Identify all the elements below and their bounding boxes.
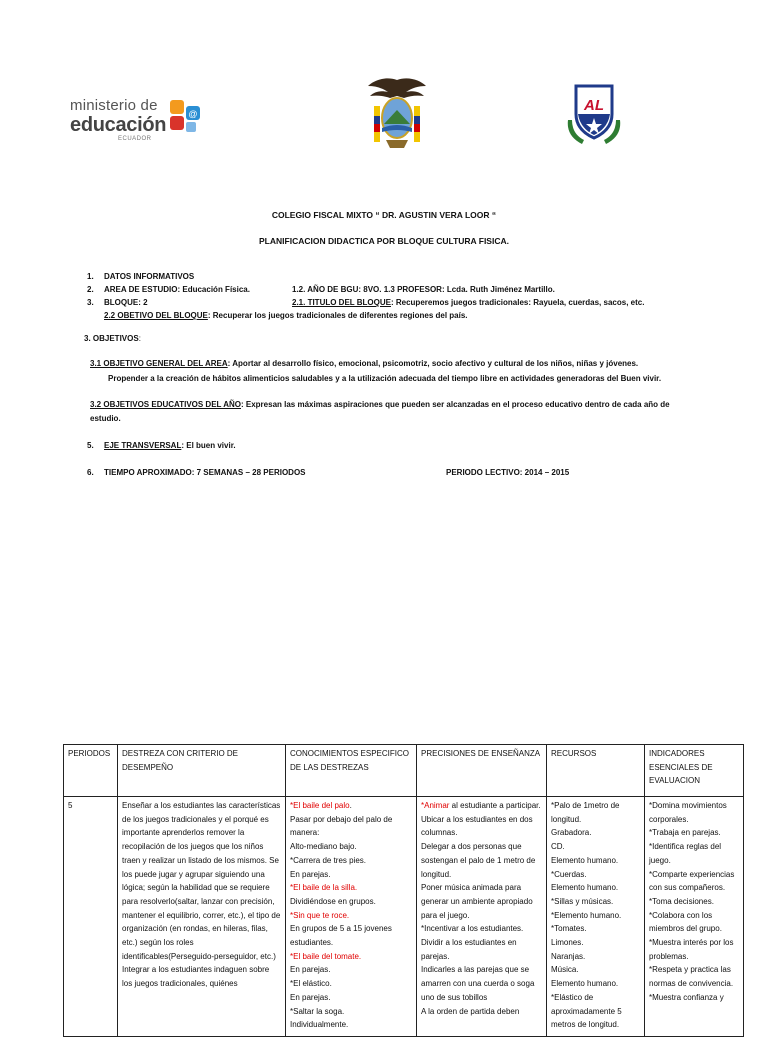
item-number-6: 6. — [87, 468, 94, 477]
school-initials: AL — [584, 97, 604, 114]
recursos-cell — [547, 797, 645, 1037]
datos-informativos: DATOS INFORMATIVOS — [104, 272, 195, 281]
titulo-bloque-label: 2.1. TITULO DEL BLOQUE — [292, 298, 391, 307]
objetivos-heading — [84, 334, 141, 343]
prec-7: Indicarles a las parejas que se amarren con una cuerda o soga uno de sus tobillos — [421, 965, 535, 1002]
conoc-10: *El baile del tomate. — [290, 951, 362, 961]
conoc-6: *El baile de la silla. — [290, 883, 358, 893]
eje-transversal-label: EJE TRANSVERSAL — [104, 441, 182, 450]
conoc-9: En grupos de 5 a 15 jovenes estudiantes. — [290, 924, 392, 948]
objetivo-bloque-label: 2.2 OBETIVO DEL BLOQUE — [104, 311, 208, 320]
ministry-line2: educación — [70, 114, 167, 136]
eje-transversal — [104, 441, 236, 450]
ind-5: *Toma decisiones. — [649, 896, 714, 906]
conoc-3: Alto-mediano bajo. — [290, 842, 357, 852]
ind-1: *Domina movimientos corporales. — [649, 801, 727, 824]
area-estudio — [104, 285, 250, 294]
periodo-lectivo: PERIODO LECTIVO: 2014 – 2015 — [446, 468, 570, 477]
objetivos-colon: : — [138, 334, 141, 343]
college-title: COLEGIO FISCAL MIXTO “ DR. AGUSTIN VERA LOOR “ — [271, 210, 497, 220]
prec-2: Ubicar a los estudiantes en dos columnas. — [421, 814, 533, 838]
rec-13: Elemento humano. — [551, 979, 619, 989]
rec-2: Grabadora. — [551, 828, 592, 838]
conoc-14: *Saltar la soga. — [290, 1006, 345, 1016]
ind-4: *Comparte experiencias con sus compañeros. — [649, 869, 735, 893]
header-indicadores: INDICADORES ESENCIALES DE EVALUACION — [645, 745, 744, 797]
period-number: 5 — [64, 797, 118, 1037]
header-recursos: RECURSOS — [547, 745, 645, 797]
rec-14: *Elástico de aproximadamente 5 metros de longitud. — [551, 992, 622, 1030]
ind-6: *Colabora con los miembros del grupo. — [649, 910, 722, 934]
rec-1: *Palo de 1metro de longitud. — [551, 801, 620, 824]
ministry-line3: ECUADOR — [118, 136, 152, 142]
objetivo-bloque-value: : Recuperar los juegos tradicionales de diferentes regiones del país. — [207, 311, 468, 320]
objetivo-general-cont: Propender a la creación de hábitos alimenticios saludables y a la utilización adecuada del tiempo libre en actividades generadoras del Buen vivir. — [108, 374, 662, 383]
bloque: BLOQUE: 2 — [104, 298, 148, 307]
rec-6: Elemento humano. — [551, 883, 619, 893]
rec-4: Elemento humano. — [551, 855, 619, 865]
anio-profesor: 1.2. AÑO DE BGU: 8VO. 1.3 PROFESOR: Lcda. Ruth Jiménez Martillo. — [292, 285, 555, 294]
prec-4: Poner música animada para generar un ambiente apropiado para el juego. — [421, 883, 533, 920]
rec-8: *Elemento humano. — [551, 910, 622, 920]
area-estudio-text: AREA DE ESTUDIO: Educación Física. — [104, 285, 250, 294]
item-number-1: 1. — [87, 272, 94, 281]
planning-table — [63, 744, 744, 1037]
objetivo-bloque — [104, 311, 468, 320]
prec-animar: *Animar — [421, 801, 450, 810]
coat-of-arms-icon — [366, 76, 428, 150]
ministerio-educacion-logo — [70, 98, 200, 148]
tiempo-aproximado: TIEMPO APROXIMADO: 7 SEMANAS – 28 PERIODOS — [104, 468, 306, 477]
destreza-cell: Enseñar a los estudiantes las características de los juegos tradicionales y el porqué es importante aprenderlos remover la recopilación de los juegos que los niños traen y realizar un listado de los mismos. Se los puede jugar y agrupar siguiendo una lógica; según la habilidad que se requiere para resolverlo(saltar, lanzar con precisión, mantener el equilibrio, correr, etc.), el tipo de organización (en rondas, en hileras, filas, etc.) según los roles identificables(Perseguido-perseguidor, etc.) Integrar a los estudiantes indaguen sobre los juegos tradicionales, quiénes — [118, 797, 286, 1037]
svg-text:@: @ — [188, 109, 198, 119]
table-header-row — [64, 745, 744, 797]
rec-3: CD. — [551, 842, 565, 852]
conoc-12: *El elástico. — [290, 979, 332, 989]
header-destreza: DESTREZA CON CRITERIO DE DESEMPEÑO — [118, 745, 286, 797]
rec-11: Naranjas. — [551, 951, 586, 961]
conoc-4: *Carrera de tres pies. — [290, 855, 367, 865]
table-row — [64, 797, 744, 1037]
ministry-squares-icon — [160, 98, 204, 138]
objetivo-general — [90, 359, 638, 368]
conoc-15: Individualmente. — [290, 1020, 349, 1030]
prec-1-tail: al estudiante a participar. — [449, 801, 541, 810]
titulo-bloque-value: : Recuperemos juegos tradicionales: Rayuela, cuerdas, sacos, etc. — [390, 298, 645, 307]
prec-5: *Incentivar a los estudiantes. — [421, 924, 524, 934]
ind-9: *Muestra confianza y — [649, 992, 724, 1002]
header-periodos: PERIODOS — [64, 745, 118, 797]
rec-10: Limones. — [551, 938, 584, 948]
objetivo-general-label: 3.1 OBJETIVO GENERAL DEL AREA — [90, 359, 228, 368]
conoc-11: En parejas. — [290, 965, 331, 975]
ind-8: *Respeta y practica las normas de convivencia. — [649, 965, 734, 989]
conoc-5: En parejas. — [290, 869, 331, 879]
school-shield-icon — [562, 80, 626, 148]
header-precisiones: PRECISIONES DE ENSEÑANZA — [417, 745, 547, 797]
item-number-5: 5. — [87, 441, 94, 450]
conoc-baile-palo: *El baile del palo — [290, 801, 350, 810]
ministry-line1: ministerio de — [70, 97, 158, 114]
prec-6: Dividir a los estudiantes en parejas. — [421, 938, 517, 961]
rec-9: *Tomates. — [551, 924, 587, 934]
objetivos-educativos-label: 3.2 OBJETIVOS EDUCATIVOS DEL AÑO — [90, 400, 241, 409]
item-number-2: 2. — [87, 285, 94, 294]
prec-8: A la orden de partida deben — [421, 1006, 520, 1016]
header-conocimientos: CONOCIMIENTOS ESPECIFICO DE LAS DESTREZAS — [286, 745, 417, 797]
objetivos-educativos-cont: estudio. — [90, 414, 121, 423]
objetivos-label: 3. OBJETIVOS — [84, 334, 139, 343]
ind-2: *Trabaja en parejas. — [649, 828, 721, 838]
ind-7: *Muestra interés por los problemas. — [649, 938, 734, 961]
rec-7: *Sillas y músicas. — [551, 896, 614, 906]
conoc-13: En parejas. — [290, 992, 331, 1002]
objetivos-educativos — [90, 400, 670, 409]
prec-3: Delegar a dos personas que sostengan el palo de 1 metro de longitud. — [421, 842, 536, 879]
ind-3: *Identifica reglas del juego. — [649, 842, 722, 865]
objetivos-educativos-value: : Expresan las máximas aspiraciones que pueden ser alcanzadas en el proceso educativo dentro de cada año de — [241, 400, 670, 409]
conoc-2: Pasar por debajo del palo de manera: — [290, 814, 393, 838]
conoc-8: *Sin que te roce. — [290, 910, 350, 920]
titulo-bloque — [292, 298, 644, 307]
conoc-7: Dividiéndose en grupos. — [290, 896, 376, 906]
precisiones-cell — [417, 797, 547, 1037]
conocimientos-cell — [286, 797, 417, 1037]
conoc-1-tail: . — [349, 801, 352, 810]
indicadores-cell — [645, 797, 744, 1037]
rec-5: *Cuerdas. — [551, 869, 587, 879]
item-number-3: 3. — [87, 298, 94, 307]
eje-transversal-value: : El buen vivir. — [181, 441, 236, 450]
rec-12: Música. — [551, 965, 579, 975]
plan-title: PLANIFICACION DIDACTICA POR BLOQUE CULTURA FISICA. — [259, 236, 509, 246]
objetivo-general-value: : Aportar al desarrollo físico, emocional, psicomotriz, socio afectivo y cultural de los niños, niñas y jóvenes. — [227, 359, 639, 368]
